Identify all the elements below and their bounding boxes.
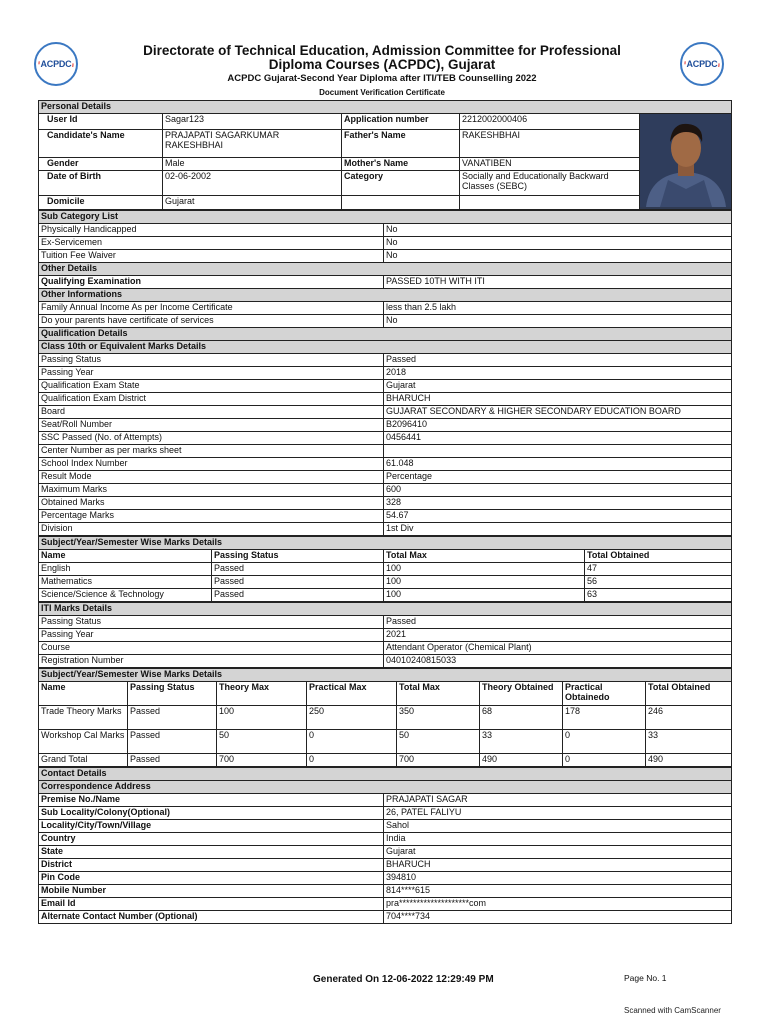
kv-label: Locality/City/Town/Village <box>39 820 384 833</box>
kv-value: less than 2.5 lakh <box>384 302 732 315</box>
cell: Passed <box>128 754 217 767</box>
kv-value: Sahol <box>384 820 732 833</box>
column-header: Passing Status <box>128 682 217 706</box>
cell: Passed <box>128 730 217 754</box>
kv-label: Center Number as per marks sheet <box>39 445 384 458</box>
kv-value: No <box>384 237 732 250</box>
kv-label: Percentage Marks <box>39 510 384 523</box>
kv-value: 26, PATEL FALIYU <box>384 807 732 820</box>
section-class10-marks: Class 10th or Equivalent Marks Details <box>39 341 732 354</box>
page-number: Page No. 1 <box>624 973 667 983</box>
kv-value: Percentage <box>384 471 732 484</box>
section-other-informations: Other Informations <box>39 289 732 302</box>
kv-label: Passing Status <box>39 354 384 367</box>
kv-value: Attendant Operator (Chemical Plant) <box>384 642 732 655</box>
user-id-value: Sagar123 <box>163 114 342 130</box>
kv-label: Passing Year <box>39 629 384 642</box>
kv-value: 328 <box>384 497 732 510</box>
cell: 700 <box>217 754 307 767</box>
acpdc-logo-left <box>34 42 78 86</box>
kv-label: District <box>39 859 384 872</box>
user-id-label: User Id <box>39 114 163 130</box>
column-header: Total Max <box>397 682 480 706</box>
kv-label: Division <box>39 523 384 536</box>
column-header: Name <box>39 550 212 563</box>
column-header: Theory Obtained <box>480 682 563 706</box>
cell: 100 <box>384 563 585 576</box>
column-header: Total Obtained <box>585 550 732 563</box>
cell: Passed <box>128 706 217 730</box>
iti-details-table <box>38 602 732 668</box>
cell: Science/Science & Technology <box>39 589 212 602</box>
table-row <box>39 576 732 589</box>
cell: 700 <box>397 754 480 767</box>
candidate-name-value: PRAJAPATI SAGARKUMAR RAKESHBHAI <box>163 129 342 157</box>
empty-cell <box>342 196 460 210</box>
kv-label: Tuition Fee Waiver <box>39 250 384 263</box>
section-subject-marks: Subject/Year/Semester Wise Marks Details <box>39 537 732 550</box>
gender-value: Male <box>163 157 342 171</box>
iti-subjects-table <box>38 668 732 767</box>
dob-value: 02-06-2002 <box>163 171 342 196</box>
cell: 246 <box>646 706 732 730</box>
kv-value: No <box>384 315 732 328</box>
table-row <box>39 706 732 730</box>
kv-value: 54.67 <box>384 510 732 523</box>
kv-label: Passing Status <box>39 616 384 629</box>
father-name-label: Father's Name <box>342 129 460 157</box>
kv-label: Result Mode <box>39 471 384 484</box>
cell: Trade Theory Marks <box>39 706 128 730</box>
cell: 50 <box>217 730 307 754</box>
kv-value: Gujarat <box>384 380 732 393</box>
cell: 490 <box>480 754 563 767</box>
kv-label: Email Id <box>39 898 384 911</box>
domicile-label: Domicile <box>39 196 163 210</box>
kv-value: Passed <box>384 616 732 629</box>
section-sub-category: Sub Category List <box>39 211 732 224</box>
column-header: Total Max <box>384 550 585 563</box>
table-row <box>39 589 732 602</box>
cell: Passed <box>212 589 384 602</box>
kv-label: Maximum Marks <box>39 484 384 497</box>
kv-label: Mobile Number <box>39 885 384 898</box>
cell: 100 <box>217 706 307 730</box>
empty-cell <box>460 196 640 210</box>
cell: 33 <box>646 730 732 754</box>
title-line-1: Directorate of Technical Education, Admission Committee for Professional <box>143 43 621 58</box>
title-line-2: Diploma Courses (ACPDC), Gujarat <box>268 57 496 72</box>
column-header: Passing Status <box>212 550 384 563</box>
kv-label: State <box>39 846 384 859</box>
cell: 350 <box>397 706 480 730</box>
cell: Grand Total <box>39 754 128 767</box>
cell: 50 <box>397 730 480 754</box>
kv-value: India <box>384 833 732 846</box>
kv-label: Course <box>39 642 384 655</box>
cell: 68 <box>480 706 563 730</box>
column-header: Theory Max <box>217 682 307 706</box>
kv-value: 814****615 <box>384 885 732 898</box>
mother-name-value: VANATIBEN <box>460 157 640 171</box>
column-header: Name <box>39 682 128 706</box>
kv-label: Ex-Servicemen <box>39 237 384 250</box>
section-contact-details: Contact Details <box>39 768 732 781</box>
kv-value: BHARUCH <box>384 393 732 406</box>
generated-on-text: Generated On 12-06-2022 12:29:49 PM <box>313 974 494 985</box>
candidate-photo <box>640 114 732 210</box>
kv-value: BHARUCH <box>384 859 732 872</box>
category-value: Socially and Educationally Backward Classes (SEBC) <box>460 171 640 196</box>
kv-label: SSC Passed (No. of Attempts) <box>39 432 384 445</box>
cell: Workshop Cal Marks <box>39 730 128 754</box>
cell: 0 <box>563 730 646 754</box>
dob-label: Date of Birth <box>39 171 163 196</box>
kv-value: 394810 <box>384 872 732 885</box>
page-subtitle: ACPDC Gujarat-Second Year Diploma after ITI/TEB Counselling 2022 <box>227 73 537 84</box>
page-title <box>100 44 664 72</box>
gender-label: Gender <box>39 157 163 171</box>
column-header: Total Obtained <box>646 682 732 706</box>
kv-label: Obtained Marks <box>39 497 384 510</box>
cell: 33 <box>480 730 563 754</box>
kv-value: 04010240815033 <box>384 655 732 668</box>
acpdc-logo-right <box>680 42 724 86</box>
father-name-value: RAKESHBHAI <box>460 129 640 157</box>
kv-label: Do your parents have certificate of services <box>39 315 384 328</box>
class10-subjects-table <box>38 536 732 602</box>
section-personal-details: Personal Details <box>39 101 732 114</box>
domicile-value: Gujarat <box>163 196 342 210</box>
cell: English <box>39 563 212 576</box>
kv-value: 1st Div <box>384 523 732 536</box>
kv-value: No <box>384 250 732 263</box>
qualifying-exam-value: PASSED 10TH WITH ITI <box>384 276 732 289</box>
category-label: Category <box>342 171 460 196</box>
cell: 63 <box>585 589 732 602</box>
kv-value: GUJARAT SECONDARY & HIGHER SECONDARY EDUCATION BOARD <box>384 406 732 419</box>
kv-label: Physically Handicapped <box>39 224 384 237</box>
cell: 47 <box>585 563 732 576</box>
kv-label: Passing Year <box>39 367 384 380</box>
kv-label: Premise No./Name <box>39 794 384 807</box>
certificate-body <box>38 100 731 924</box>
table-row <box>39 754 732 767</box>
kv-label: Board <box>39 406 384 419</box>
kv-label: Pin Code <box>39 872 384 885</box>
kv-label: Seat/Roll Number <box>39 419 384 432</box>
kv-value: pra********************com <box>384 898 732 911</box>
kv-label: Alternate Contact Number (Optional) <box>39 911 384 924</box>
cell: 0 <box>563 754 646 767</box>
kv-value: Passed <box>384 354 732 367</box>
section-other-details: Other Details <box>39 263 732 276</box>
kv-label: Registration Number <box>39 655 384 668</box>
cell: 178 <box>563 706 646 730</box>
cell: Mathematics <box>39 576 212 589</box>
kv-value: Gujarat <box>384 846 732 859</box>
section-iti-marks: ITI Marks Details <box>39 603 732 616</box>
logo-text: ACPDC <box>40 59 72 69</box>
kv-value: 2021 <box>384 629 732 642</box>
application-number-label: Application number <box>342 114 460 130</box>
document-title: Document Verification Certificate <box>319 88 445 97</box>
kv-value: 2018 <box>384 367 732 380</box>
kv-value: PRAJAPATI SAGAR <box>384 794 732 807</box>
cell: 56 <box>585 576 732 589</box>
table-row <box>39 563 732 576</box>
kv-label: Sub Locality/Colony(Optional) <box>39 807 384 820</box>
scanner-watermark: Scanned with CamScanner <box>624 1006 721 1015</box>
column-header: Practical Max <box>307 682 397 706</box>
application-number-value: 2212002000406 <box>460 114 640 130</box>
details-table <box>38 210 732 536</box>
column-header: Practical Obtainedo <box>563 682 646 706</box>
candidate-name-label: Candidate's Name <box>39 129 163 157</box>
kv-value: B2096410 <box>384 419 732 432</box>
kv-label: School Index Number <box>39 458 384 471</box>
contact-details-table <box>38 767 732 924</box>
cell: Passed <box>212 576 384 589</box>
kv-value: No <box>384 224 732 237</box>
cell: 0 <box>307 730 397 754</box>
table-row <box>39 730 732 754</box>
kv-value: 0456441 <box>384 432 732 445</box>
section-correspondence-address: Correspondence Address <box>39 781 732 794</box>
kv-label: Qualification Exam State <box>39 380 384 393</box>
cell: 100 <box>384 576 585 589</box>
cell: Passed <box>212 563 384 576</box>
mother-name-label: Mother's Name <box>342 157 460 171</box>
personal-details-table <box>38 100 732 210</box>
section-iti-subject-marks: Subject/Year/Semester Wise Marks Details <box>39 669 732 682</box>
section-qualification-details: Qualification Details <box>39 328 732 341</box>
kv-label: Qualification Exam District <box>39 393 384 406</box>
cell: 100 <box>384 589 585 602</box>
qualifying-exam-label: Qualifying Examination <box>39 276 384 289</box>
cell: 250 <box>307 706 397 730</box>
kv-value: 704****734 <box>384 911 732 924</box>
cell: 0 <box>307 754 397 767</box>
logo-text: ACPDC <box>686 59 718 69</box>
kv-label: Country <box>39 833 384 846</box>
kv-value <box>384 445 732 458</box>
kv-value: 600 <box>384 484 732 497</box>
kv-value: 61.048 <box>384 458 732 471</box>
cell: 490 <box>646 754 732 767</box>
kv-label: Family Annual Income As per Income Certificate <box>39 302 384 315</box>
